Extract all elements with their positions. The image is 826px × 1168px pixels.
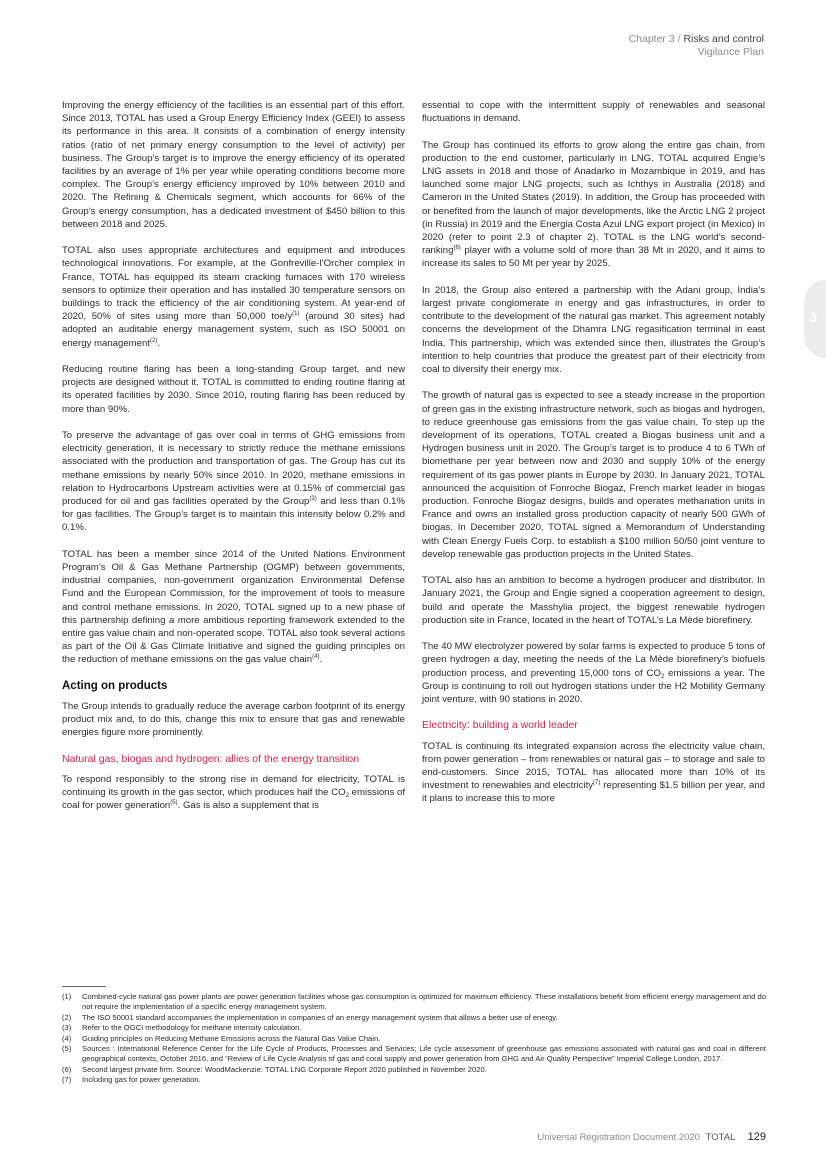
right-column	[422, 99, 765, 819]
subsection-label: Vigilance Plan	[697, 46, 764, 58]
footnote-ref: (7)	[593, 780, 601, 787]
chapter-tab-number: 3	[810, 310, 818, 325]
footnote-text: Refer to the OGCI methodology for methane intensity calculation.	[82, 1023, 302, 1033]
document-title: Universal Registration Document 2020	[537, 1132, 700, 1143]
footnote	[62, 1065, 766, 1075]
chapter-side-tab	[804, 280, 826, 358]
paragraph: essential to cope with the intermittent supply of renewables and seasonal fluctuations in demand.	[422, 100, 765, 125]
paragraph: Improving the energy efficiency of the facilities is an essential part of this effort. Since 2013, TOTAL has used a Group Energy Efficiency Index (GEEI) to assess its performance in this area. It consists of a combination of energy intensity ratios (ratio of net primary energy consumption to the level of activity) per business. The Group’s target is to improve the energy efficiency of its operated facilities by an average of 1% per year while operating conditions become more complex. The Group’s energy efficiency improved by 10% between 2010 and 2020. The Refining & Chemicals segment, which accounts for 66% of the Group’s energy consumption, has a dedicated investment of $450 billion to this between 2018 and 2025.	[62, 100, 405, 230]
text-run: TOTAL is continuing its integrated expansion across the electricity value chain, from power generation – from renewables or natural gas – to storage and sale to end-customers. Since 2015, TOTAL has allocated more than 10% of its investment to renewables and electricity	[422, 740, 765, 792]
footnote	[62, 1034, 766, 1044]
paragraph: The Group intends to gradually reduce the average carbon footprint of its energy product mix and, to do this, change this mix to ensure that gas and renewable energies figure more prominently.	[62, 701, 405, 739]
footnote-text: The ISO 50001 standard accompanies the implementation in companies of an energy management system that allows a better use of energy.	[82, 1012, 558, 1022]
text-run: emissions of coal for power generation	[62, 787, 405, 812]
text-run: To preserve the advantage of gas over coal in terms of GHG emissions from electricity generation, it is necessary to strictly reduce the methane emissions associated with the production and transportation of gas. The Group has cut its methane emissions by nearly 50% since 2010. In 2020, methane emissions in relation to Hydrocarbons Upstream activities were at 0.15% of commercial gas produced for oil and gas facilities operated by the Group	[62, 430, 405, 508]
footnote	[62, 1075, 766, 1085]
chapter-label: Chapter 3	[628, 33, 675, 45]
footnote-number: (7)	[62, 1075, 72, 1085]
subsection-heading: Natural gas, biogas and hydrogen: allies of the energy transition	[62, 752, 360, 765]
text-run: .	[319, 654, 323, 666]
footnote	[62, 1023, 766, 1033]
text-run: . Gas is also a supplement that is	[177, 800, 319, 812]
text-run: .	[157, 337, 161, 349]
paragraph	[62, 429, 405, 535]
text-run: emissions a year. The Group is continuing to roll out hydrogen stations under the H2 Mobility Germany joint venture, with 90 stations in 2020.	[422, 667, 765, 706]
subscript: 2	[660, 673, 665, 680]
paragraph	[422, 740, 765, 806]
footnote-ref: (1)	[292, 311, 300, 318]
text-run: The 40 MW electrolyzer powered by solar farms is expected to produce 5 tons of green hydrogen a day, meeting the needs of the La Mède biorefinery’s biofuels production process, and preventing 15,000 tons of CO	[422, 641, 765, 679]
left-column	[62, 99, 405, 826]
text-run: TOTAL has been a member since 2014 of the United Nations Environment Program’s Oil & Gas Methane Partnership (OGMP) between governments, industrial companies, non-government organization Environmental Defense Fund and the European Commission, for the improvement of tools to measure and control methane emissions. In 2020, TOTAL signed up to a new phase of this partnership defining a more ambitious reporting framework extended to the entire gas value chain and non-operated scope. TOTAL also took several actions as part of the Oil & Gas Climate Initiative and signed the guiding principles on the reduction of methane emissions on the gas value chain	[62, 548, 405, 666]
paragraph: In 2018, the Group also entered a partnership with the Adani group, India’s largest private conglomerate in energy and gas infrastructures, in order to contribute to the development of the natural gas market. This agreement notably concerns the development of the Dhamra LNG regasification terminal in east India. This partnership, which was extended since then, illustrates the Group’s intention to help countries that produce the greatest part of their electricity from coal to diversify their energy mix.	[422, 284, 765, 376]
footnote-number: (5)	[62, 1044, 72, 1054]
section-label: Risks and control	[683, 33, 764, 45]
footnote-divider	[62, 986, 106, 987]
breadcrumb-separator: /	[674, 33, 684, 45]
subscript: 2	[345, 793, 349, 800]
text-run: representing $1.5 billion per year, and it plans to increase this to more	[422, 780, 765, 805]
chapter-breadcrumb	[629, 33, 764, 46]
paragraph: The growth of natural gas is expected to see a steady increase in the proportion of green gas in the existing infrastructure network, such as biogas and hydrogen, to reduce greenhouse gas emissions from the gas value chain. To step up the development of its operations, TOTAL created a Biogas business unit and a Hydrogen business unit in 2020. The Group’s target is to produce 4 to 6 TWh of biomethane per year between now and 2030 and supply 10% of the energy requirement of its gas power plants in Europe by 2030. In January 2021, TOTAL announced the acquisition of Fonroche Biogaz, French market leader in biogas production. Fonroche Biogaz designs, builds and operates methanation units in France and owns an installed gross production capacity of nearly 500 GWh of biogas. In December 2020, TOTAL signed a Memorandum of Understanding with Clean Energy Fuels Corp. to establish a $100 million 50/50 joint venture to develop renewable gas production projects in the United States.	[422, 390, 765, 560]
text-run: The Group has continued its efforts to grow along the entire gas chain, from production to the end customer, particularly in LNG. TOTAL acquired Engie’s LNG assets in 2018 and those of Anadarko in Mozambique in 2019, and has launched some major LNG projects, such as Ichthys in Australia (2018) and Cameron in the United States (2019). In addition, the Group has proceeded with or benefited from the launch of major developments, like the Arctic LNG 2 project (in Russia) in 2019 and the Energia Costa Azul LNG export project (in Mexico) in 2020 (refer to point 2.3 of chapter 2). TOTAL is the LNG world’s second-ranking	[422, 139, 765, 257]
paragraph	[62, 773, 405, 813]
paragraph	[62, 548, 405, 667]
footnote-text: Sources : International Reference Center for the Life Cycle of Products, Processes and Services; Life cycle assessment of greenhouse gas emissions associated with natural gas and coal in different geographical contexts, October 2016, and “Review of Life Cycle Analysis of gas and coral supply and power generation from GHG and Air Quality Perspective” Imperial College London, 2017.	[82, 1044, 766, 1064]
footnote-number: (1)	[62, 992, 72, 1001]
footnotes	[62, 992, 766, 1086]
footnote-number: (2)	[62, 1012, 72, 1022]
paragraph	[422, 640, 765, 706]
footnote	[62, 992, 766, 1013]
paragraph: TOTAL also has an ambition to become a hydrogen producer and distributor. In January 2021, the Group and Engie signed a cooperation agreement to design, build and operate the Masshylia project, the biggest renewable hydrogen production site in France, located in the heart of TOTAL’s La Mède biorefinery.	[422, 575, 765, 626]
footnote-text: Including gas for power generation.	[82, 1075, 201, 1085]
page-header	[629, 33, 764, 59]
page-number: 129	[747, 1131, 766, 1143]
footnote-number: (6)	[62, 1064, 72, 1074]
footnote-number: (4)	[62, 1033, 72, 1043]
footnote-text: Guiding principles on Reducing Methane Emissions across the Natural Gas Value Chain.	[82, 1033, 381, 1043]
footnote-number: (3)	[62, 1023, 72, 1033]
text-run: and less than 0.1% for gas facilities. The Group’s target is to maintain this intensity below 0.2% and 0.1%.	[62, 496, 405, 534]
brand-name: TOTAL	[705, 1132, 735, 1143]
footnote-text: Second largest private firm. Source: WoodMackenzie: TOTAL LNG Corporate Report 2020 published in November 2020.	[82, 1064, 487, 1074]
paragraph	[62, 244, 405, 350]
footnote-ref: (3)	[309, 496, 317, 503]
footnote-ref: (4)	[312, 654, 320, 661]
footnote-ref: (6)	[453, 245, 461, 252]
text-run: To respond responsibly to the strong rise in demand for electricity, TOTAL is continuing its growth in the gas sector, which produces half the CO	[62, 774, 405, 799]
footnote-text: Combined-cycle natural gas power plants are power generation facilities whose gas consumption is optimized for maximum efficiency. These installations benefit from efficient energy management and do not require the implementation of a specific energy management system.	[82, 992, 766, 1012]
text-run: TOTAL also uses appropriate architectures and equipment and introduces technological innovations. For example, at the Gonfreville-l’Orcher complex in France, TOTAL has equipped its steam cracking furnaces with 170 wireless sensors to optimize their operation and has installed 30 temperature sensors on buildings to track the efficiency of the air conditioning system. At year-end of 2020, 50% of sites using more than 50,000 toe/y	[62, 245, 405, 323]
paragraph	[422, 139, 765, 271]
text-run: player with a volume sold of more than 38 Mt in 2020, and it aims to increase its sales to 50 Mt per year by 2025.	[422, 245, 765, 270]
footnote	[62, 1013, 766, 1023]
paragraph: Reducing routine flaring has been a long-standing Group target, and new projects are designed without it. TOTAL is committed to ending routine flaring at its operated facilities by 2030. Since 2010, routing flaring has been reduced by more than 90%.	[62, 364, 405, 415]
section-heading: Acting on products	[62, 679, 168, 692]
subsection-heading: Electricity: building a world leader	[422, 719, 578, 732]
footnote	[62, 1044, 766, 1065]
footnote-ref: (2)	[150, 337, 158, 344]
text-run: (around 30 sites) had adopted an auditable energy management system, such as ISO 50001 on energy management	[62, 311, 405, 349]
page-footer	[537, 1131, 766, 1143]
footnote-ref: (5)	[170, 800, 178, 807]
